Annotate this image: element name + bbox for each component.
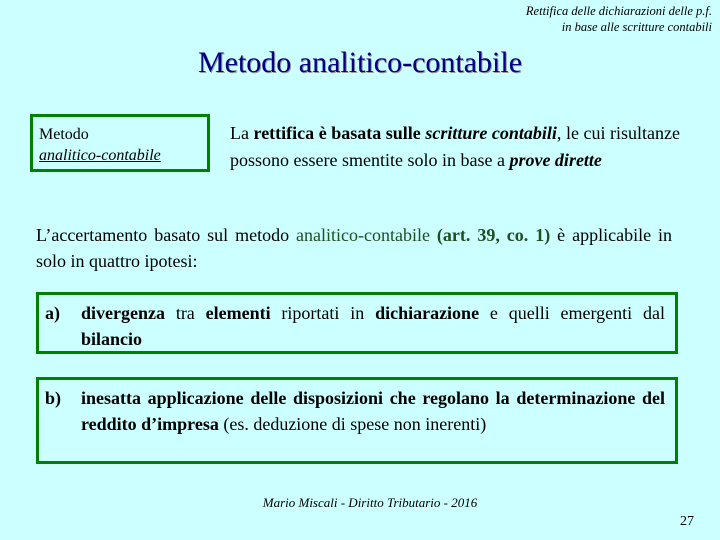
item-b-marker: b) — [45, 388, 62, 408]
header-note — [412, 3, 712, 35]
item-b-text1: (es. deduzione di spese non inerenti) — [218, 414, 487, 434]
hypothesis-item-a — [36, 292, 678, 354]
intro-text — [230, 120, 680, 174]
paragraph-text-part2: è applicabile in solo in quattro ipotesi: — [36, 225, 672, 271]
item-a-bold1: divergenza — [81, 303, 165, 323]
header-note-line1: Rettifica delle dichiarazioni delle p.f. — [525, 4, 712, 18]
intro-text-part: La — [230, 123, 254, 143]
method-label-line1: Metodo — [39, 126, 89, 143]
item-a-bold2: elementi — [205, 303, 271, 323]
item-b-bold1: inesatta applicazione delle disposizioni che regolano la determinazione del reddito d’impresa — [81, 388, 665, 434]
paragraph-highlight-article: (art. 39, co. 1) — [436, 225, 551, 245]
intro-bold-italic-scritture: scritture contabili — [425, 123, 557, 143]
item-a-bold4: bilancio — [81, 329, 143, 349]
footer-credit: Mario Miscali - Diritto Tributario - 2016 — [262, 495, 478, 510]
intro-text-part2: , le cui risultanze possono essere smentite solo in base a — [230, 123, 681, 170]
hypothesis-item-b — [36, 377, 678, 464]
page-number: 27 — [680, 514, 694, 529]
method-label-box — [30, 114, 210, 172]
assessment-paragraph — [36, 222, 672, 274]
header-note-line2: in base alle scritture contabili — [561, 20, 712, 34]
item-a-text1: tra — [164, 303, 206, 323]
item-a-bold3: dichiarazione — [375, 303, 480, 323]
item-a-text2: riportati in — [270, 303, 376, 323]
item-a-text3: e quelli emergenti dal — [479, 303, 665, 323]
paragraph-highlight-method: analitico-contabile — [296, 225, 430, 245]
intro-bold-part: rettifica è basata sulle — [253, 123, 426, 143]
item-a-text — [81, 300, 675, 352]
paragraph-text-part1: L’accertamento basato sul metodo — [36, 225, 297, 245]
intro-bold-italic-prove: prove dirette — [509, 150, 602, 170]
item-a-marker: a) — [45, 303, 60, 323]
method-label-line2: analitico-contabile — [39, 147, 161, 164]
slide-title: Metodo analitico-contabile — [197, 46, 523, 79]
item-b-text — [81, 385, 675, 437]
